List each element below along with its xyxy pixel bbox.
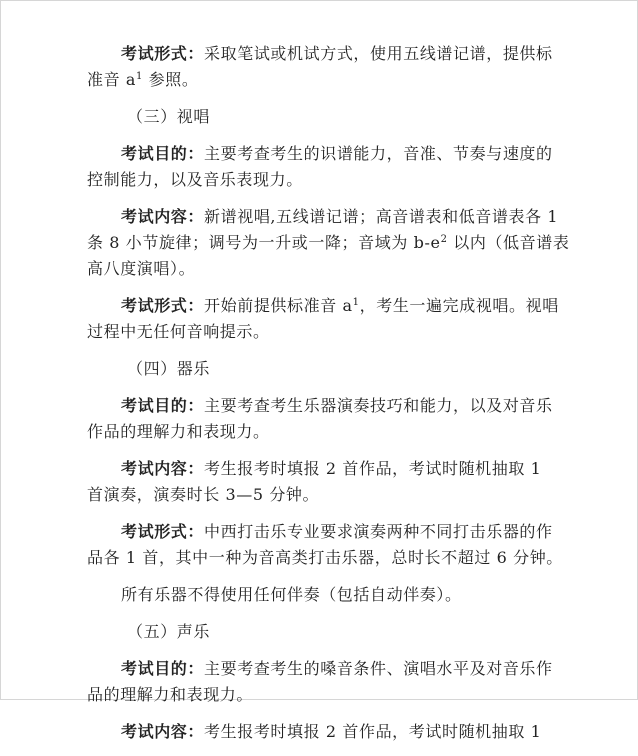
paragraph-label: 考试形式： (121, 296, 205, 315)
paragraph-label: 考试目的： (121, 659, 205, 678)
paragraph-line (87, 656, 567, 682)
paragraph-line (87, 682, 567, 708)
section-heading: （四）器乐 (127, 359, 211, 378)
paragraph-label: 考试形式： (121, 522, 205, 541)
paragraph-label: 考试内容： (121, 459, 205, 478)
paragraph (87, 41, 567, 93)
paragraph (87, 141, 567, 193)
paragraph-line (87, 293, 567, 319)
paragraph-text: 开始前提供标准音 $a^1$，考生一遍完成视唱。视唱 (204, 296, 559, 315)
paragraph (87, 393, 567, 445)
section-heading: （五）声乐 (127, 622, 211, 641)
paragraph-text: 过程中无任何音响提示。 (87, 322, 270, 341)
paragraph-label: 考试形式： (121, 44, 205, 63)
paragraph-line (87, 141, 567, 167)
paragraph (87, 656, 567, 708)
paragraph-text: 控制能力，以及音乐表现力。 (87, 170, 303, 189)
paragraph-line (87, 204, 567, 230)
paragraph-text: 采取笔试或机试方式，使用五线谱记谱，提供标 (204, 44, 553, 63)
paragraph-text: 主要考查考生的识谱能力，音准、节奏与速度的 (204, 144, 553, 163)
paragraph-text: 品的理解力和表现力。 (87, 685, 254, 704)
paragraph (87, 719, 567, 745)
paragraph-text: 条 8 小节旋律；调号为一升或一降；音域为 $b-e^2$ 以内（低音谱表 (87, 233, 570, 252)
paragraph-text: 品各 1 首，其中一种为音高类打击乐器，总时长不超过 6 分钟。 (87, 548, 563, 567)
paragraph-label: 考试内容： (121, 207, 205, 226)
paragraph-text: 考生报考时填报 2 首作品，考试时随机抽取 1 (204, 722, 542, 741)
paragraph (87, 204, 570, 282)
paragraph-line (87, 419, 567, 445)
paragraph-label: 考试目的： (121, 144, 205, 163)
paragraph-text: 作品的理解力和表现力。 (87, 422, 270, 441)
paragraph-line (87, 545, 567, 571)
paragraph-line (87, 456, 567, 482)
paragraph-text: 中西打击乐专业要求演奏两种不同打击乐器的作 (204, 522, 553, 541)
paragraph-text: 准音 $a^1$ 参照。 (87, 70, 199, 89)
document-body (87, 41, 570, 756)
paragraph-text: 所有乐器不得使用任何伴奏（包括自动伴奏）。 (121, 585, 462, 604)
paragraph (87, 293, 567, 345)
paragraph-line (87, 167, 567, 193)
paragraph-line (87, 482, 567, 508)
paragraph-line (87, 319, 567, 345)
paragraph (87, 519, 567, 571)
paragraph-text: 考生报考时填报 2 首作品，考试时随机抽取 1 (204, 459, 542, 478)
paragraph-text: 高八度演唱）。 (87, 259, 196, 278)
paragraph (87, 582, 567, 608)
paragraph (87, 456, 567, 508)
paragraph-line (87, 519, 567, 545)
paragraph-line (87, 719, 567, 745)
paragraph-text: 主要考查考生乐器演奏技巧和能力，以及对音乐 (204, 396, 553, 415)
paragraph-line (87, 230, 570, 256)
paragraph-line (87, 582, 567, 608)
paragraph-line (87, 393, 567, 419)
paragraph-text: 首演奏，演奏时长 3—5 分钟。 (87, 485, 320, 504)
paragraph-text: 新谱视唱,五线谱记谱；高音谱表和低音谱表各 1 (204, 207, 559, 226)
paragraph-line (87, 256, 567, 282)
paragraph-label: 考试内容： (121, 722, 205, 741)
paragraph-line (87, 41, 567, 67)
paragraph-text: 主要考查考生的嗓音条件、演唱水平及对音乐作 (204, 659, 553, 678)
paragraph-label: 考试目的： (121, 396, 205, 415)
paragraph-line (87, 67, 567, 93)
section-heading: （三）视唱 (127, 107, 211, 126)
